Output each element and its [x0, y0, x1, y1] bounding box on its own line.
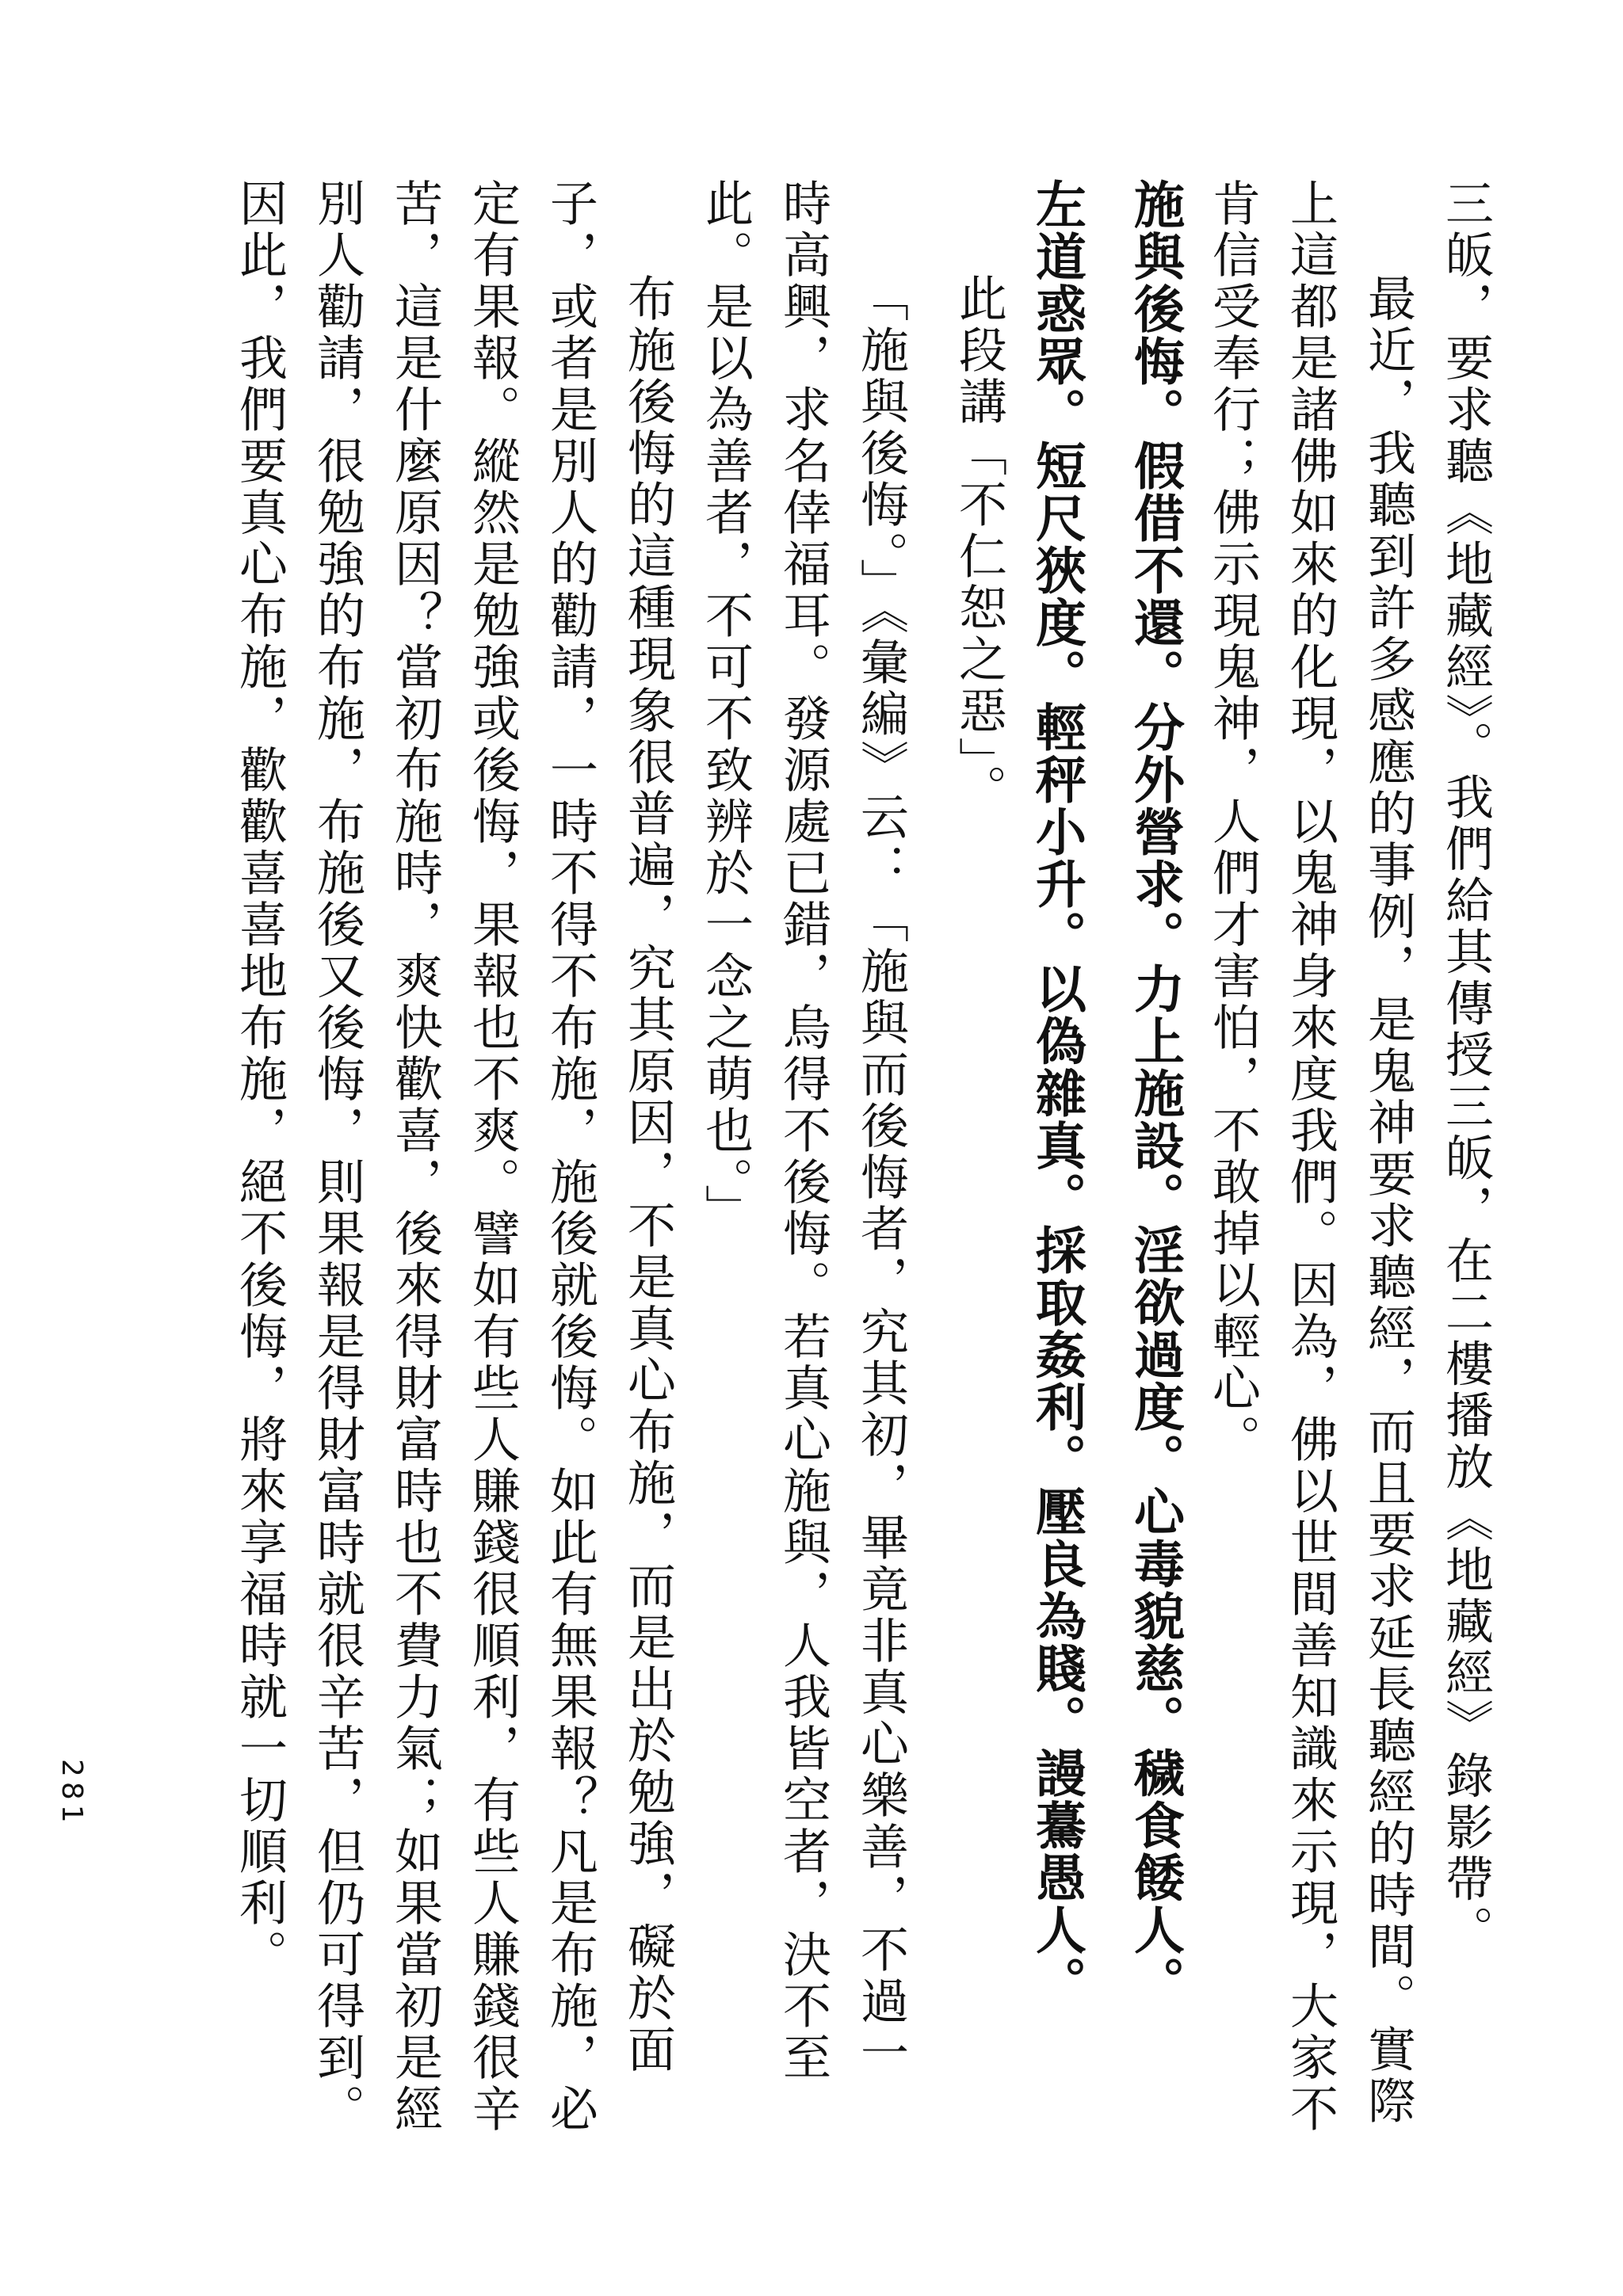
text-column: 此段講「不仁恕之惡」。 — [951, 273, 1007, 816]
text-column: 時高興，求名倖福耳。發源處已錯，烏得不後悔。若真心施與，人我皆空者，決不至 — [775, 178, 831, 2084]
text-column: 上這都是諸佛如來的化現，以鬼神身來度我們。因為，佛以世間善知識來示現，大家不 — [1282, 178, 1338, 2135]
vertical-text-body — [220, 178, 1504, 2175]
text-column: 「施與後悔。」《彙編》云：「施與而後悔者，究其初，畢竟非真心樂善，不過一 — [853, 273, 909, 2079]
text-column: 三皈，要求聽《地藏經》。我們給其傳授三皈，在二樓播放《地藏經》錄影帶。 — [1438, 178, 1494, 1957]
scripture-line: 左道惑眾。短尺狹度。輕秤小升。以偽雜真。採取姦利。壓良為賤。謾驀愚人。 — [1027, 178, 1086, 2008]
text-column: 布施後悔的這種現象很普遍，究其原因，不是真心布施，而是出於勉強，礙於面 — [620, 273, 676, 2076]
text-column: 定有果報。縱然是勉強或後悔，果報也不爽。譬如有些人賺錢很順利，有些人賺錢很辛 — [464, 178, 521, 2135]
text-column: 子，或者是別人的勸請，一時不得不布施，施後就後悔。如此有無果報？凡是布施，必 — [542, 178, 598, 2135]
text-column: 此。是以為善者，不可不致辨於一念之萌也。」 — [697, 178, 754, 1236]
text-column: 最近，我聽到許多感應的事例，是鬼神要求聽經，而且要求延長聽經的時間。實際 — [1360, 273, 1416, 2127]
scripture-line: 施與後悔。假借不還。分外營求。力上施設。淫欲過度。心毒貌慈。穢食餧人。 — [1125, 178, 1184, 2008]
text-column: 因此，我們要真心布施，歡歡喜喜地布施，絕不後悔，將來享福時就一切順利。 — [231, 178, 288, 1981]
page-number: 281 — [55, 1759, 88, 1828]
text-column: 苦，這是什麼原因？當初布施時，爽快歡喜，後來得財富時也不費力氣；如果當初是經 — [387, 178, 443, 2135]
text-column: 肯信受奉行；佛示現鬼神，人們才害怕，不敢掉以輕心。 — [1205, 178, 1261, 1466]
text-column: 別人勸請，很勉強的布施，布施後又後悔，則果報是得財富時就很辛苦，但仍可得到。 — [309, 178, 365, 2135]
